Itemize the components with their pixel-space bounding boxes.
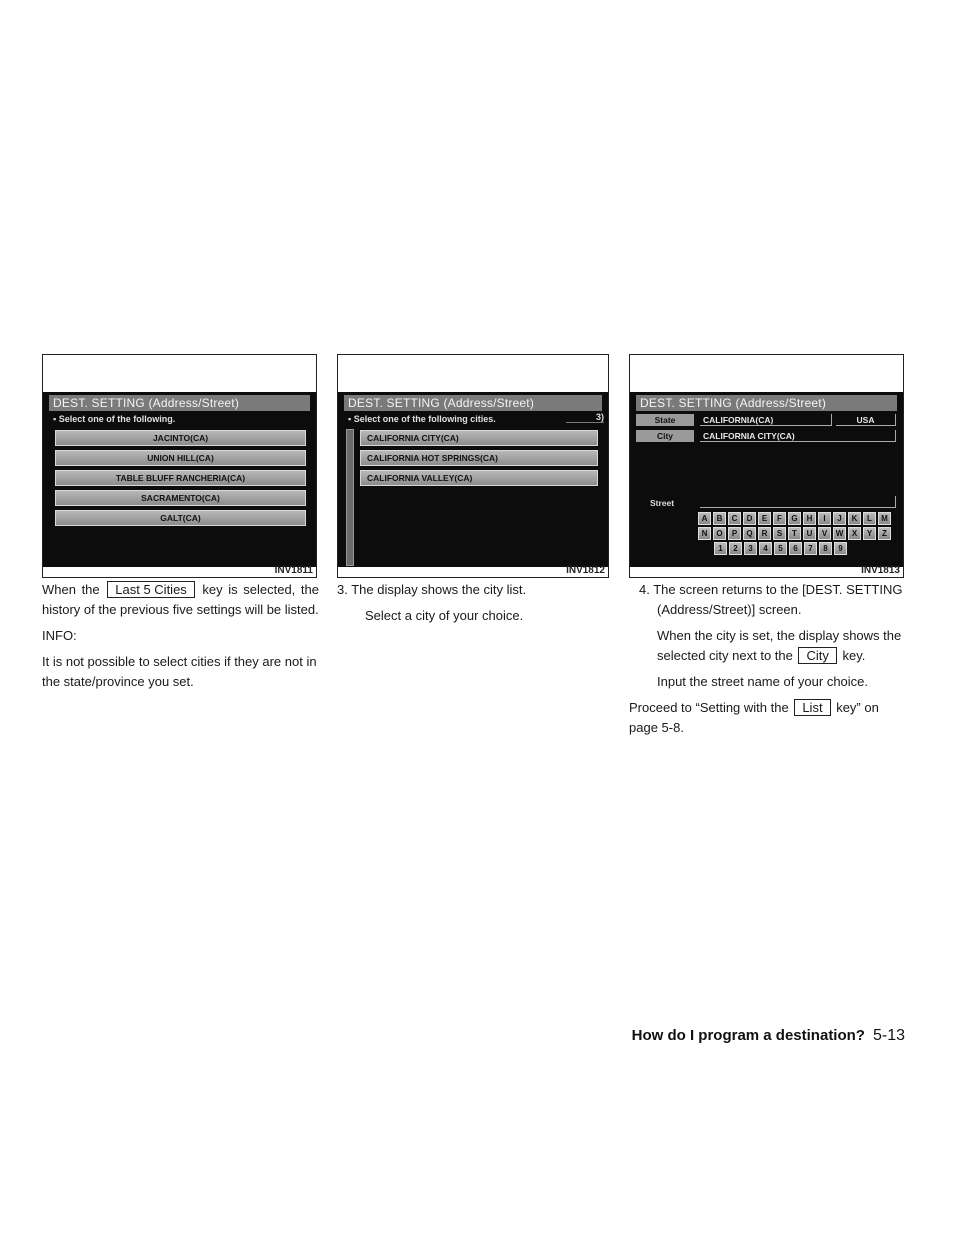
nav-screen [43,392,316,567]
key-3[interactable]: 3 [744,542,757,555]
city-option-1[interactable]: JACINTO(CA) [55,430,306,446]
key-i[interactable]: I [818,512,831,525]
screen-subtitle: ▪ Select one of the following. [53,414,176,424]
text: When the [42,582,100,597]
step-3-detail: Select a city of your choice. [365,608,524,623]
screen-title: DEST. SETTING (Address/Street) [344,395,602,411]
last-5-cities-key: Last 5 Cities [107,581,195,598]
street-input[interactable] [700,496,896,508]
figure-inv1813 [629,354,904,578]
city-value: CALIFORNIA CITY(CA) [700,430,896,442]
figure-inv1812 [337,354,609,578]
screen-subtitle: ▪ Select one of the following cities. [348,414,496,424]
city-option-4[interactable]: SACRAMENTO(CA) [55,490,306,506]
figure-caption: INV1812 [566,565,605,576]
key-y[interactable]: Y [863,527,876,540]
key-m[interactable]: M [878,512,891,525]
street-label: Street [650,498,675,508]
city-option-5[interactable]: GALT(CA) [55,510,306,526]
step-4: 4. The screen returns to the [DEST. SETTING (Address/Street)] screen. [639,582,903,617]
key-q[interactable]: Q [743,527,756,540]
key-u[interactable]: U [803,527,816,540]
result-count: 3) [566,412,604,423]
key-e[interactable]: E [758,512,771,525]
paragraph [42,580,319,620]
key-b[interactable]: B [713,512,726,525]
nav-screen [630,392,903,567]
key-r[interactable]: R [758,527,771,540]
key-w[interactable]: W [833,527,846,540]
key-c[interactable]: C [728,512,741,525]
figure-caption: INV1813 [861,565,900,576]
figure-caption: INV1811 [274,565,313,576]
nav-screen [338,392,608,567]
info-label: INFO: [42,628,77,643]
figure-inv1811 [42,354,317,578]
text: Proceed to “Setting with the [629,700,789,715]
key-f[interactable]: F [773,512,786,525]
key-k[interactable]: K [848,512,861,525]
city-option-3[interactable]: TABLE BLUFF RANCHERIA(CA) [55,470,306,486]
key-h[interactable]: H [803,512,816,525]
page-number: 5-13 [872,1027,905,1044]
key-6[interactable]: 6 [789,542,802,555]
key-1[interactable]: 1 [714,542,727,555]
city-option-2[interactable]: UNION HILL(CA) [55,450,306,466]
city-key-ref: City [798,647,836,664]
key-a[interactable]: A [698,512,711,525]
state-key[interactable]: State [636,414,694,426]
key-s[interactable]: S [773,527,786,540]
key-v[interactable]: V [818,527,831,540]
country-value: USA [836,414,896,426]
key-p[interactable]: P [728,527,741,540]
column-1-text [42,580,319,698]
key-n[interactable]: N [698,527,711,540]
state-value: CALIFORNIA(CA) [700,414,832,426]
text: key is selected, the history of the previous five settings will be listed. [42,582,319,617]
info-paragraph: It is not possible to select cities if they are not in the state/province you set. [42,654,317,689]
key-2[interactable]: 2 [729,542,742,555]
text: key. [842,648,866,663]
key-x[interactable]: X [848,527,861,540]
city-option-2[interactable]: CALIFORNIA HOT SPRINGS(CA) [360,450,598,466]
key-o[interactable]: O [713,527,726,540]
step-4-detail-2: Input the street name of your choice. [657,674,869,689]
key-4[interactable]: 4 [759,542,772,555]
list-scrollbar[interactable] [346,429,354,566]
key-l[interactable]: L [863,512,876,525]
key-g[interactable]: G [788,512,801,525]
column-3-text [629,580,904,744]
page-footer [632,1027,905,1045]
key-8[interactable]: 8 [819,542,832,555]
key-t[interactable]: T [788,527,801,540]
city-option-3[interactable]: CALIFORNIA VALLEY(CA) [360,470,598,486]
proceed-paragraph [629,698,904,738]
screen-title: DEST. SETTING (Address/Street) [49,395,310,411]
key-z[interactable]: Z [878,527,891,540]
key-7[interactable]: 7 [804,542,817,555]
text: When the city is set, the display shows the selected city next to the [657,628,902,663]
column-2-text [337,580,607,632]
key-j[interactable]: J [833,512,846,525]
list-key-ref: List [794,699,830,716]
city-option-1[interactable]: CALIFORNIA CITY(CA) [360,430,598,446]
section-title: How do I program a destination? [631,1027,865,1044]
city-key[interactable]: City [636,430,694,442]
text: key” on page 5-8. [629,700,879,735]
step-3: 3. The display shows the city list. [337,582,527,597]
screen-title: DEST. SETTING (Address/Street) [636,395,897,411]
key-d[interactable]: D [743,512,756,525]
key-9[interactable]: 9 [834,542,847,555]
step-4-detail [629,626,904,666]
key-5[interactable]: 5 [774,542,787,555]
